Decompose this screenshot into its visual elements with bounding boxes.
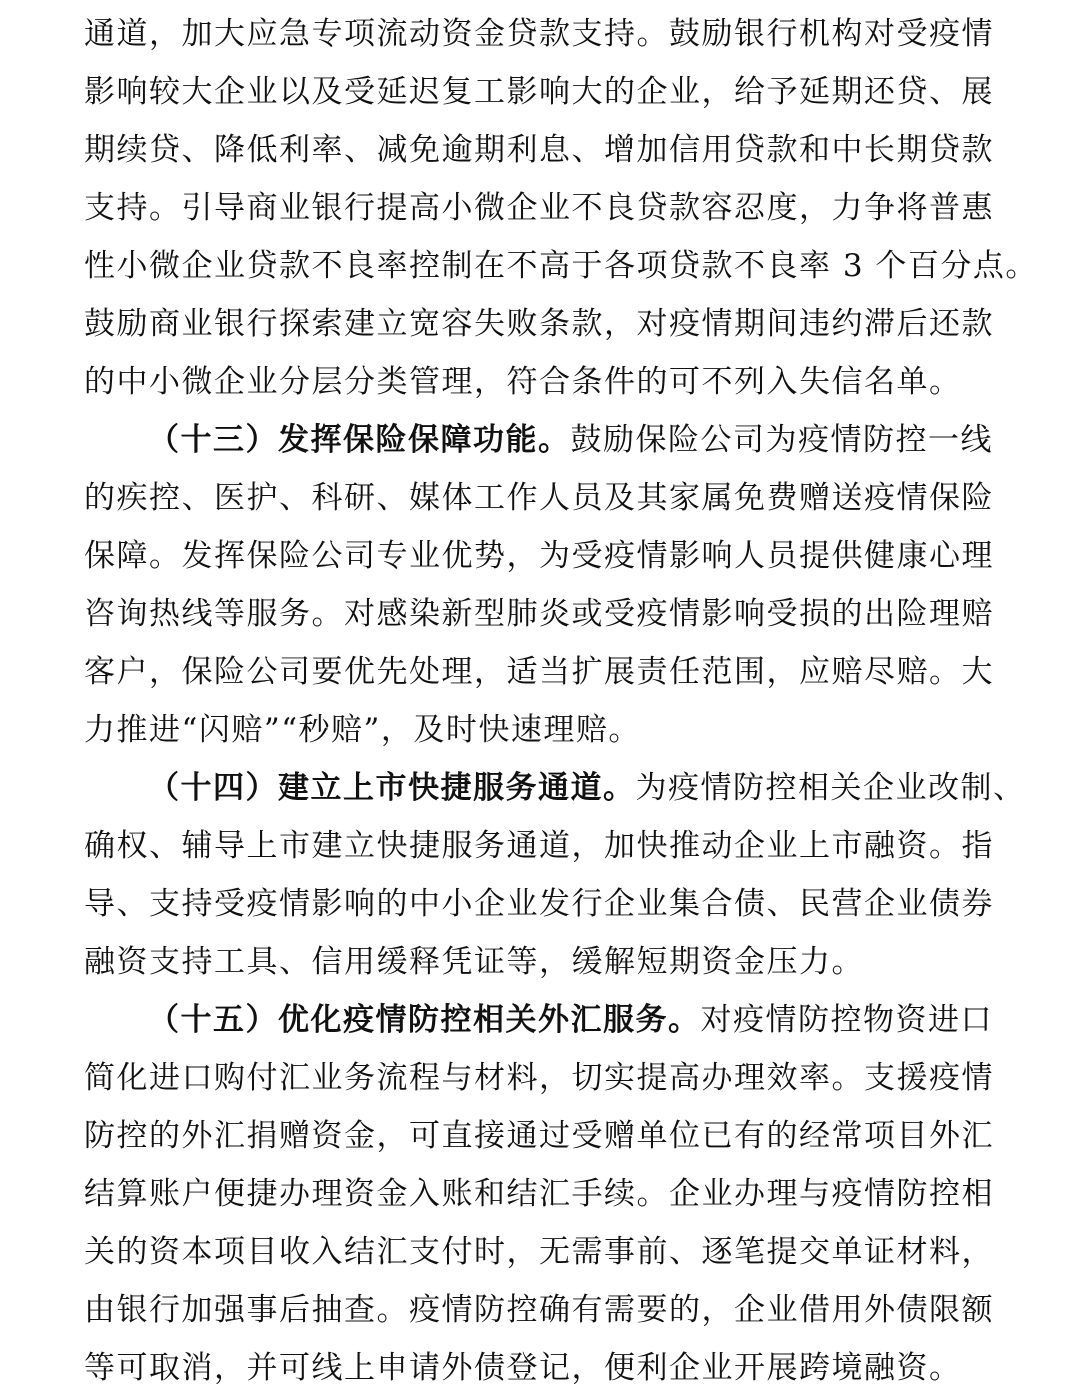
text-line: 支持。引导商业银行提高小微企业不良贷款容忍度，力争将普惠 xyxy=(84,190,994,226)
text-line: 性小微企业贷款不良率控制在不高于各项贷款不良率 3 个百分点。 xyxy=(84,248,1038,284)
section-heading-15: （十五）优化疫情防控相关外汇服务。 xyxy=(148,1002,701,1038)
text-line xyxy=(148,1000,993,1040)
text-line: 等可取消，并可线上申请外债登记，便利企业开展跨境融资。 xyxy=(84,1350,962,1386)
text-line: 的中小微企业分层分类管理，符合条件的可不列入失信名单。 xyxy=(84,364,962,400)
text-line: 导、支持受疫情影响的中小企业发行企业集合债、民营企业债券 xyxy=(84,886,994,922)
text-line: 期续贷、降低利率、减免逾期利息、增加信用贷款和中长期贷款 xyxy=(84,132,994,168)
text-line: 咨询热线等服务。对感染新型肺炎或受疫情影响受损的出险理赔 xyxy=(84,596,994,632)
text-line: 确权、辅导上市建立快捷服务通道，加快推动企业上市融资。指 xyxy=(84,828,994,864)
text-line: 由银行加强事后抽查。疫情防控确有需要的，企业借用外债限额 xyxy=(84,1292,994,1328)
text-line: 力推进“闪赔”“秒赔”，及时快速理赔。 xyxy=(84,712,641,748)
text-line: 的疾控、医护、科研、媒体工作人员及其家属免费赠送疫情保险 xyxy=(84,480,994,516)
text-line xyxy=(148,420,993,460)
text-line: 影响较大企业以及受延迟复工影响大的企业，给予延期还贷、展 xyxy=(84,74,994,110)
text-line: 融资支持工具、信用缓释凭证等，缓解短期资金压力。 xyxy=(84,944,864,980)
section-heading-13: （十三）发挥保险保障功能。 xyxy=(148,422,571,458)
text-line: 鼓励商业银行探索建立宽容失败条款，对疫情期间违约滞后还款 xyxy=(84,306,994,342)
text-line: 通道，加大应急专项流动资金贷款支持。鼓励银行机构对受疫情 xyxy=(84,16,994,52)
section-heading-14: （十四）建立上市快捷服务通道。 xyxy=(148,770,636,806)
text-line: 结算账户便捷办理资金入账和结汇手续。企业办理与疫情防控相 xyxy=(84,1176,994,1212)
text-line: 简化进口购付汇业务流程与材料，切实提高办理效率。支援疫情 xyxy=(84,1060,994,1096)
text-line: 防控的外汇捐赠资金，可直接通过受赠单位已有的经常项目外汇 xyxy=(84,1118,994,1154)
text-line xyxy=(148,768,1026,808)
text-line: 关的资本项目收入结汇支付时，无需事前、逐笔提交单证材料， xyxy=(84,1234,994,1270)
text-run: 为疫情防控相关企业改制、 xyxy=(635,770,1026,806)
text-line: 保障。发挥保险公司专业优势，为受疫情影响人员提供健康心理 xyxy=(84,538,994,574)
text-run: 鼓励保险公司为疫情防控一线 xyxy=(570,422,993,458)
text-run: 对疫情防控物资进口 xyxy=(700,1002,993,1038)
text-line: 客户，保险公司要优先处理，适当扩展责任范围，应赔尽赔。大 xyxy=(84,654,994,690)
